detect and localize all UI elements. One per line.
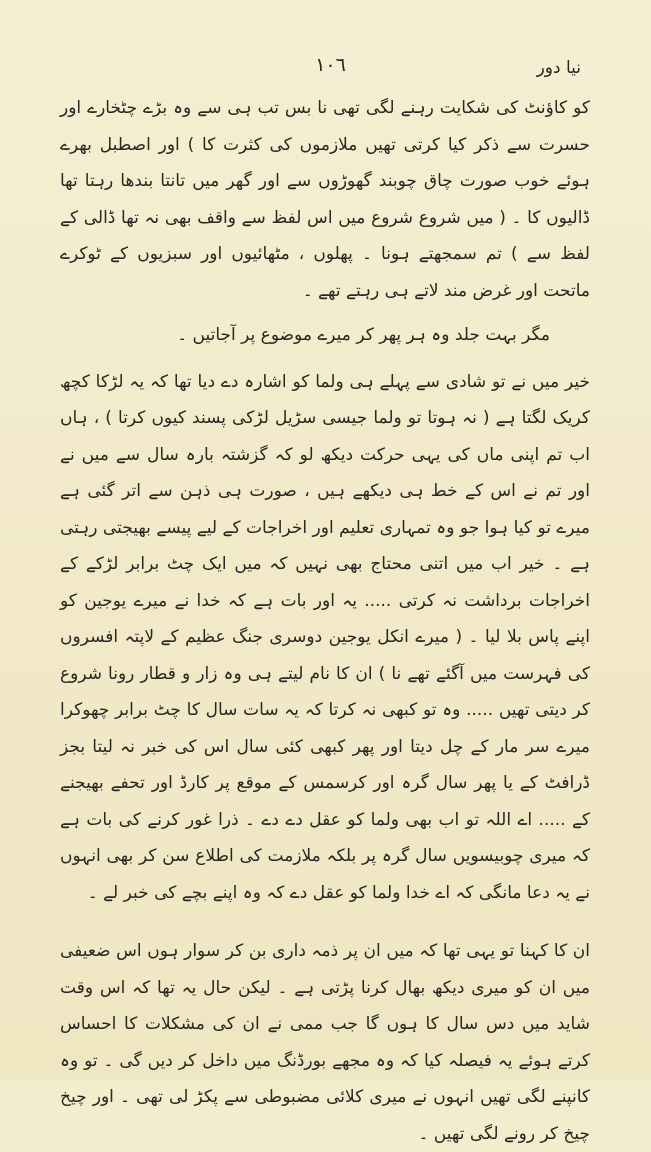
running-title: نیا دور: [536, 58, 581, 78]
page-header: [80, 54, 581, 82]
page-number: ١٠٦: [315, 54, 346, 76]
paragraph-3: خیر میں نے تو شادی سے پہلے ہی ولما کو اشارہ دے دیا تھا کہ یہ لڑکا کچھ کریک لگتا ہے ( نہ ہوتا تو ولما جیسی سڑیل لڑکی پسند کیوں کرتا ) ، ہاں اب تم اپنی ماں کی یہی حرکت دیکھ لو کہ گزشتہ بارہ سال سے میں نے اور تم نے اس کے خط ہی دیکھے ہیں ، صورت ہی ذہن سے اتر گئی ہے میرے تو کیا ہوا جو وہ تمہاری تعلیم اور اخراجات کے لیے پیسے بھیجتی رہتی ہے ۔ خیر اب میں اتنی محتاج بھی نہیں کہ میں ایک چٹ برابر لڑکے کے اخراجات برداشت نہ کرتی ..... یہ اور بات ہے کہ خدا نے میرے یوجین کو اپنے پاس بلا لیا ۔ ( میرے انکل یوجین دوسری جنگ عظیم کے لاپتہ افسروں کی فہرست میں آگئے تھے نا ) ان کا نام لیتے ہی وہ زار و قطار رونا شروع کر دیتی تھیں ..... وہ تو کبھی نہ کرتا کہ یہ سات سال کا چٹ برابر چھوکرا میرے سر مار کے چل دیتا اور پھر کبھی کئی سال اس کی خبر نہ لیتا بجز ڈرافٹ کے یا پھر سال گرہ اور کرسمس کے موقع پر کارڈ اور تحفے بھیجنے کے ..... اے اللہ تو اب بھی ولما کو عقل دے دے ۔ ذرا غور کرنے کی بات ہے کہ میری چوبیسویں سال گرہ پر بلکہ ملازمت کی اطلاع سن کر بھی انہوں نے یہ دعا مانگی کہ اے خدا ولما کو عقل دے کہ وہ اپنے بچے کی خبر لے ۔: [60, 371, 590, 903]
paragraph-2: مگر بہت جلد وہ ہر پھر کر میرے موضوع پر آجاتیں ۔: [177, 325, 550, 345]
paragraph-4: ان کا کہنا تو یہی تھا کہ میں ان پر ذمہ داری بن کر سوار ہوں اس ضعیفی میں ان کو میری دیکھ بھال کرنا پڑتی ہے ۔ لیکن حال یہ تھا کہ اس وقت شاید میں دس سال کا ہوں گا جب ممی نے ان کی مشکلات کا احساس کرتے ہوئے یہ فیصلہ کیا کہ وہ مجھے بورڈنگ میں داخل کر دیں گی ۔ تو وہ کانپنے لگی تھیں انہوں نے میری کلائی مضبوطی سے پکڑ لی تھی ۔ اور چیخ چیخ کر رونے لگی تھیں ۔: [60, 941, 590, 1144]
paragraph-1: کو کاؤنٹ کی شکایت رہنے لگی تھی نا بس تب ہی سے وہ بڑے چٹخارے اور حسرت سے ذکر کیا کرتی تھیں ملازموں کی کثرت کا ) اور اصطبل بھرے ہوئے خوب صورت چاق چوبند گھوڑوں سے اور گھر میں تانتا بندھا رہتا تھا ڈالیوں کا ۔ ( میں شروع شروع میں اس لفظ سے واقف بھی نہ تھا ڈالی کے لفظ سے ) تم سمجھتے ہونا ۔ پھلوں ، مٹھائیوں اور سبزیوں کے ٹوکرے ماتحت اور غرض مند لاتے ہی رہتے تھے ۔: [60, 98, 590, 301]
body-text: [60, 90, 590, 1152]
